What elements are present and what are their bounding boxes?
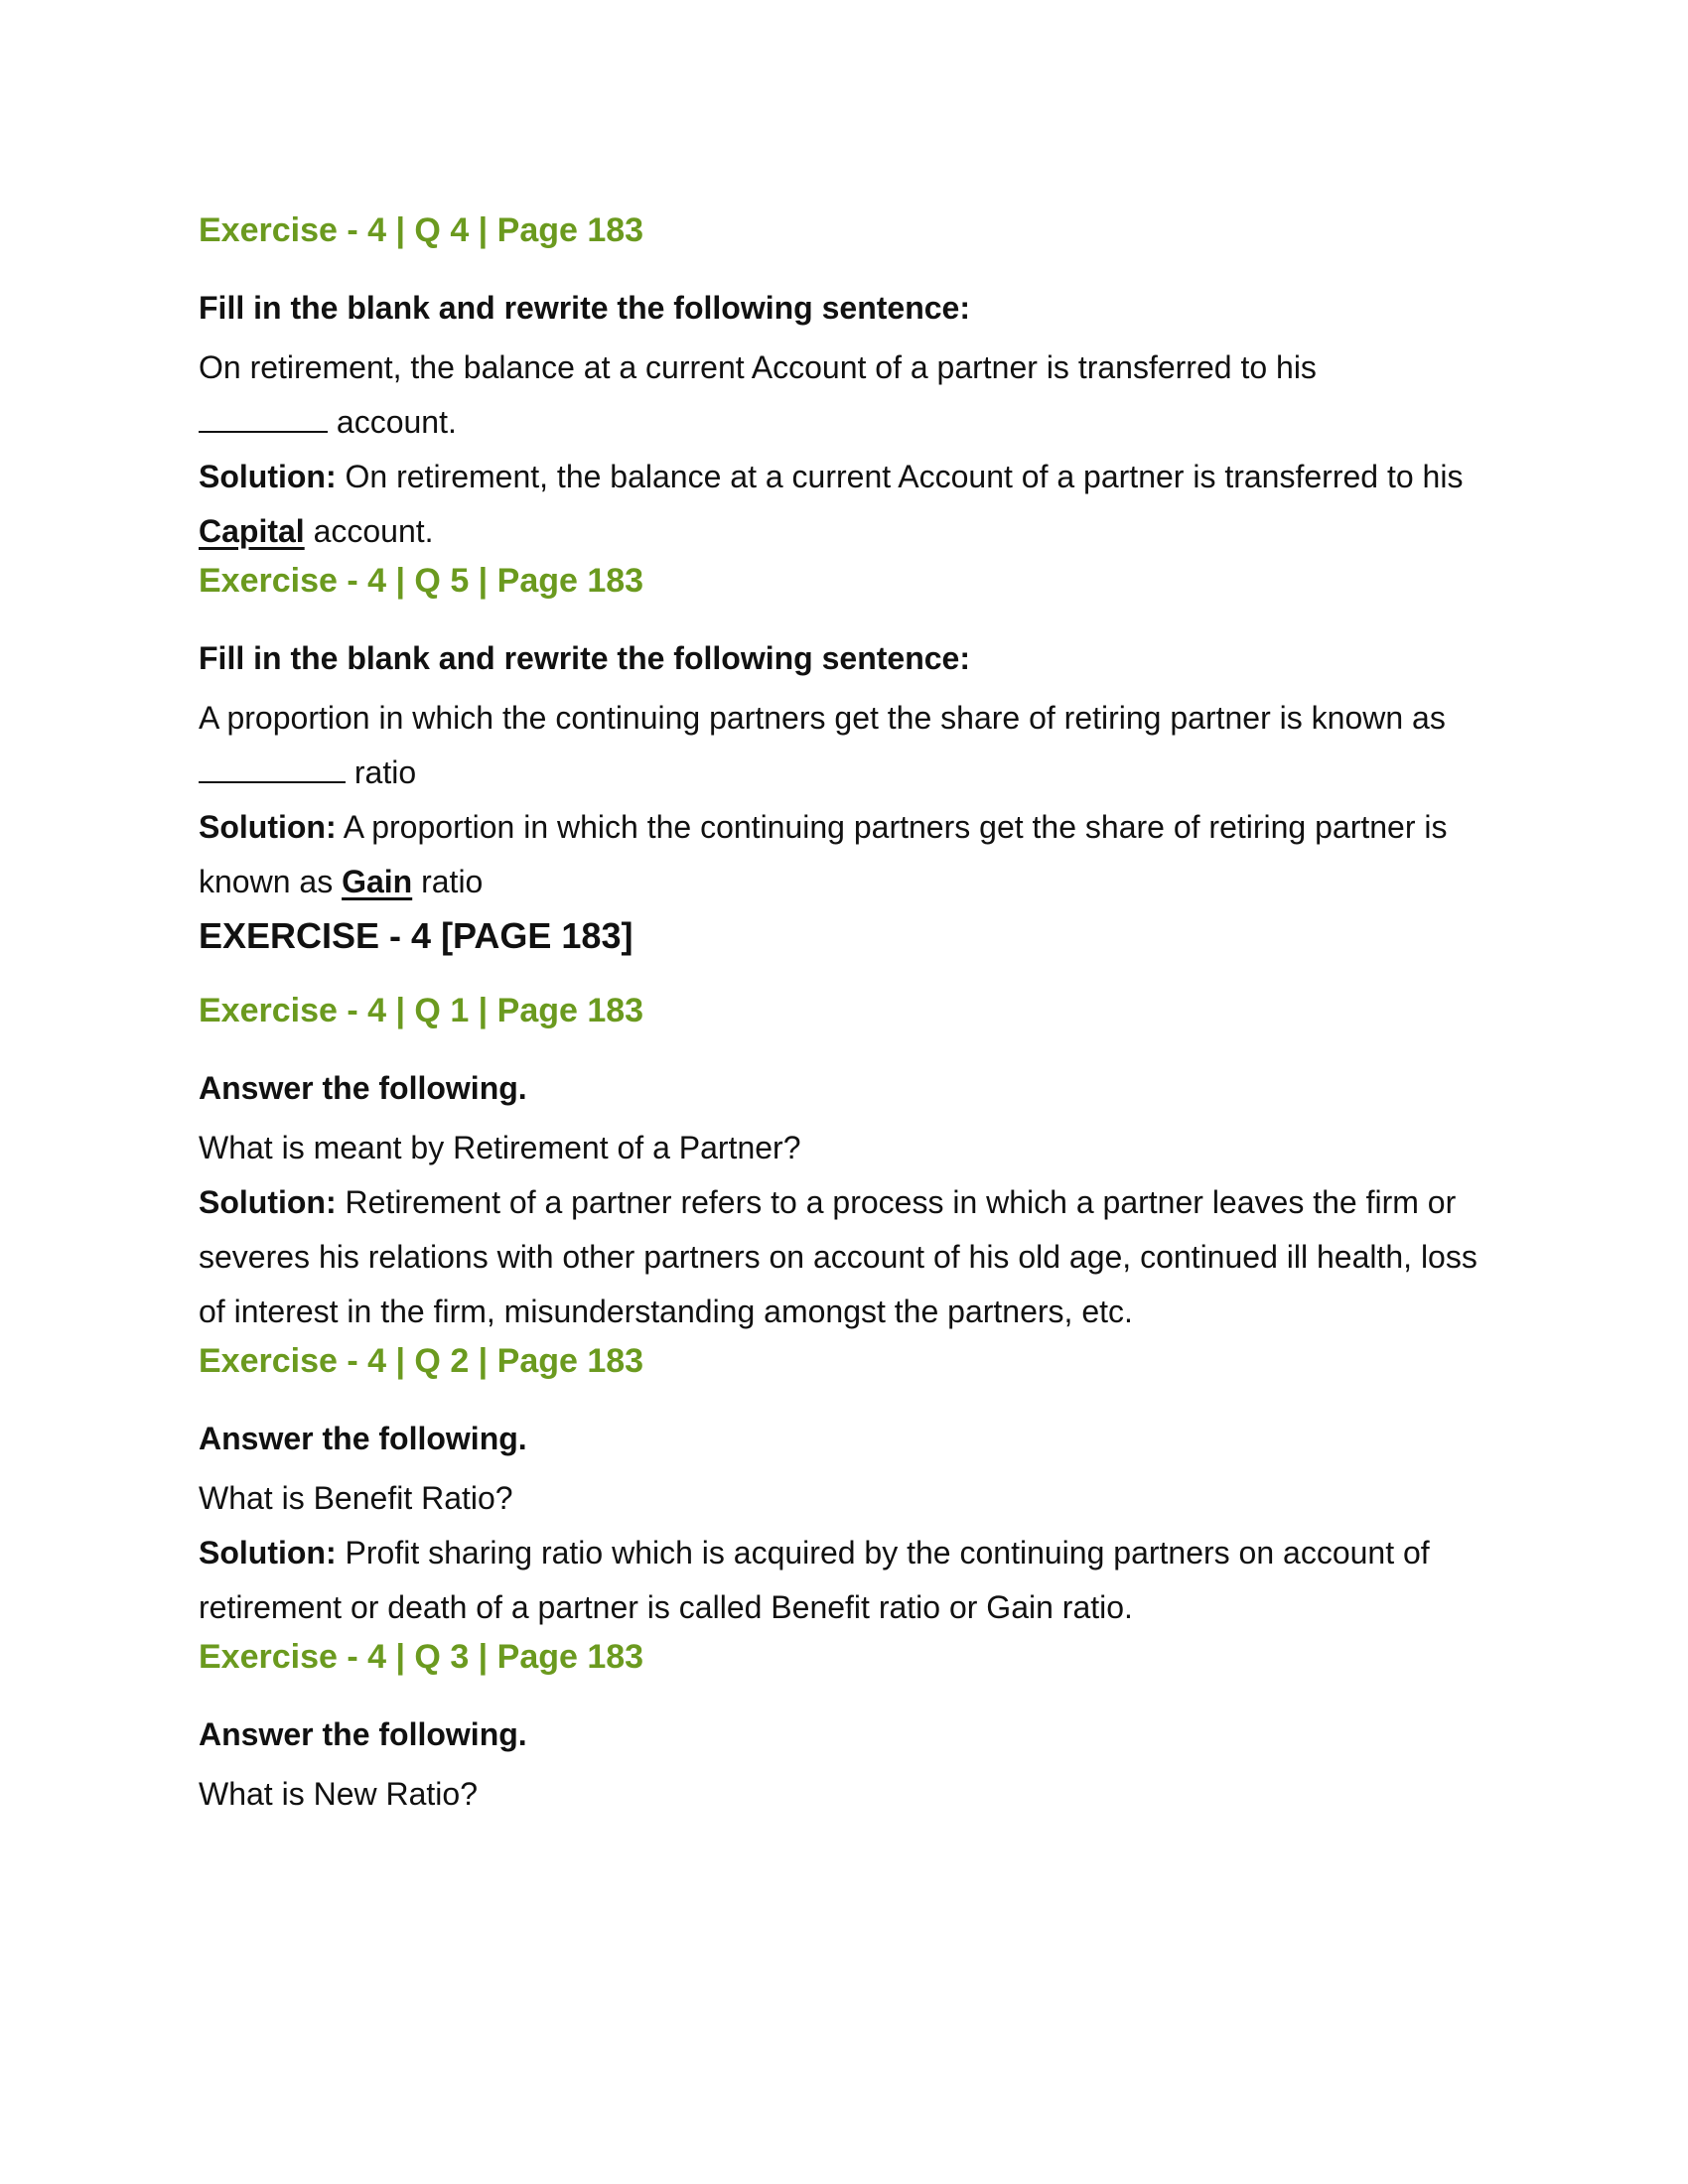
question-block-q4 (199, 208, 1489, 559)
question-type: Answer the following. (199, 1070, 527, 1106)
question-text-before-blank: A proportion in which the continuing partners get the share of retiring partner is known as (199, 700, 1446, 736)
question-text-after-blank: ratio (353, 754, 417, 790)
question-text: What is New Ratio? (199, 1776, 478, 1812)
question-type: Answer the following. (199, 1716, 527, 1752)
question-type: Fill in the blank and rewrite the following sentence: (199, 640, 970, 676)
question-heading: Exercise - 4 | Q 5 | Page 183 (199, 562, 644, 600)
question-block-q5 (199, 559, 1489, 909)
solution-text (199, 450, 1489, 559)
answer-word: Capital (199, 513, 305, 549)
solution-text (199, 1526, 1489, 1635)
solution-after-answer: ratio (421, 864, 484, 899)
solution-body: Retirement of a partner refers to a process in which a partner leaves the firm or severes his relations with other partners on account of his old age, continued ill health, loss of interest in the firm, misunderstanding amongst the partners, etc. (199, 1184, 1477, 1329)
question-text: What is Benefit Ratio? (199, 1480, 513, 1516)
blank-line (199, 751, 346, 783)
document-page (199, 208, 1489, 1822)
question-heading: Exercise - 4 | Q 1 | Page 183 (199, 992, 644, 1029)
solution-label: Solution: (199, 459, 337, 494)
blank-line (199, 401, 328, 433)
question-block-q2 (199, 1339, 1489, 1635)
question-text-before-blank: On retirement, the balance at a current Account of a partner is transferred to his (199, 349, 1317, 385)
solution-before-answer: A proportion in which the continuing partners get the share of retiring partner is known as (199, 809, 1448, 899)
question-block-q1 (199, 989, 1489, 1339)
question-heading: Exercise - 4 | Q 3 | Page 183 (199, 1638, 644, 1676)
solution-label: Solution: (199, 809, 337, 845)
question-text-after-blank: account. (336, 404, 457, 440)
solution-body: Profit sharing ratio which is acquired by the continuing partners on account of retirement or death of a partner is called Benefit ratio or Gain ratio. (199, 1535, 1430, 1625)
question-type: Answer the following. (199, 1421, 527, 1456)
question-text (199, 691, 1489, 800)
question-heading: Exercise - 4 | Q 4 | Page 183 (199, 211, 644, 249)
solution-text (199, 1175, 1489, 1339)
solution-after-answer: account. (313, 513, 434, 549)
question-heading: Exercise - 4 | Q 2 | Page 183 (199, 1342, 644, 1380)
question-type: Fill in the blank and rewrite the following sentence: (199, 290, 970, 326)
section-title: EXERCISE - 4 [PAGE 183] (199, 915, 633, 956)
solution-text (199, 800, 1489, 909)
question-text (199, 341, 1489, 450)
answer-word: Gain (342, 864, 413, 899)
solution-label: Solution: (199, 1535, 337, 1570)
solution-label: Solution: (199, 1184, 337, 1220)
question-text: What is meant by Retirement of a Partner? (199, 1130, 801, 1165)
question-block-q3 (199, 1635, 1489, 1822)
solution-before-answer: On retirement, the balance at a current Account of a partner is transferred to his (345, 459, 1464, 494)
